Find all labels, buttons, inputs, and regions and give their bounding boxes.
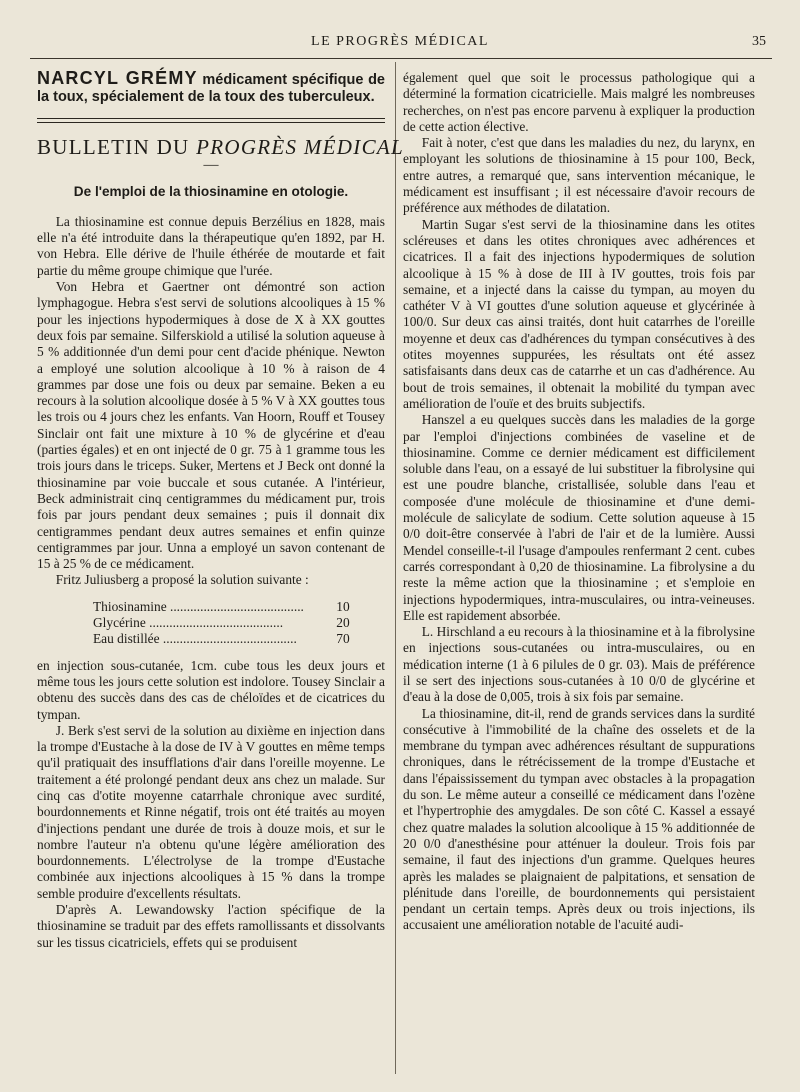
formula-table bbox=[93, 599, 363, 648]
bulletin-title-prefix: BULLETIN DU bbox=[37, 135, 190, 159]
running-head bbox=[0, 34, 800, 54]
paragraph: Martin Sugar s'est servi de la thiosinamine dans les otites scléreuses et dans les otites chroniques avec adhérences et cicatrices. Il a fait des injections hypodermiques de solution alcoolique à 15 % à dose de III à IV gouttes, trois fois par semaine, et a injecté dans la caisse du tympan, au moyen du cathéter V à VI gouttes d'une solution aqueuse et glycérinée à 100/0. Sur deux cas ainsi traités, dont huit catarrhes de l'oreille moyenne et deux cas d'adhérences du tympan consécutives à des otites moyennes suppurées, les résultats ont été assez satisfaisants dans deux cas de catarrhe et un cas d'adhérence. Au bout de trois semaines, il obtenait la mobilité du tympan avec amélioration de l'ouïe et des bruits subjectifs. bbox=[403, 216, 755, 411]
bulletin-title bbox=[37, 135, 404, 159]
left-column bbox=[37, 68, 404, 951]
paragraph: Von Hebra et Gaertner ont démontré son action lymphagogue. Hebra s'est servi de solutions alcooliques à 15 % pour les injections hypodermiques à dose de X à XX gouttes deux fois par semaine. Silferskiold a utilisé la solution aqueuse à 5 % additionnée d'un demi pour cent d'acide phénique. Newton a employé une solution alcoolique à 10 % à raison de 4 grammes par dose une fois ou deux par semaine. Beken a eu recours à la solution alcoolique dosée à 5 % V à XX gouttes tous les trois ou 4 jours chez les enfants. Van Hoorn, Rouff et Tousey Sinclair ont fait une mixture à 10 % de glycérine et d'eau (parties égales) et en ont injecté de 0 gr. 75 à 1 gramme tous les trois jours dans le triceps. Suker, Mertens et J Beck ont donné la thiosinamine par voie buccale et sous cutanée. A l'intérieur, Beck administrait cinq centigrammes du médicament pur, trois fois par jours pendant deux semaines ; puis il donnait dix centigrammes pendant deux autres semaines et enfin quinze centigrammes par jour. Unna a employé un savon contenant de 15 à 25 % de ce médicament. bbox=[37, 279, 385, 572]
formula-row bbox=[93, 615, 363, 631]
paragraph: Fritz Juliusberg a proposé la solution suivante : bbox=[55, 572, 309, 588]
paragraph: en injection sous-cutanée, 1cm. cube tous les deux jours et même tous les jours cette solution est indolore. Tousey Sinclair a obtenu des succès dans des cas de chéloïdes et de cicatrices du tympan. bbox=[37, 657, 385, 722]
column-divider bbox=[395, 62, 396, 1074]
paragraph: La thiosinamine est connue depuis Berzélius en 1828, mais elle n'a été introduite dans la thérapeutique qu'en 1892, par H. von Hebra. Elle dérive de l'huile éthérée de moutarde et fait partie du même groupe chimique que l'urée. bbox=[37, 213, 385, 278]
journal-title: LE PROGRÈS MÉDICAL bbox=[311, 34, 489, 49]
paragraph: D'après A. Lewandowsky l'action spécifique de la thiosinamine se traduit par des effets ramollissants et dissolvants sur les tissus cicatriciels, effets qui se produisent bbox=[37, 902, 385, 950]
paragraph: J. Berk s'est servi de la solution au dixième en injection dans la trompe d'Eustache à la dose de IV à V gouttes en même temps qu'il pratiquait des insufflations d'air dans l'oreille moyenne. Le traitement a été prolongé pendant deux ans chez un malade. Sur cinq cas d'otite moyenne catarrhale chronique avec surdité, bourdonnements et Rinne négatif, trois ont été traités au moyen d'injections pendant une durée de trois à douze mois, et sur le nombre l'auteur n'a obtenu qu'une légère amélioration des bourdonnements. L'électrolyse de la trompe d'Eustache combinée aux injections alcooliques à 15 % dans la trompe semble produire d'excellents résultats. bbox=[37, 722, 385, 901]
advertisement-text: médicament spécifique de la toux, spécialement de la toux des tuberculeux. bbox=[37, 72, 385, 105]
bulletin-title-italic: PROGRÈS MÉDICAL bbox=[196, 135, 404, 159]
paragraph: La thiosinamine, dit-il, rend de grands services dans la surdité consécutive à l'immobilité de la chaîne des osselets et de la membrane du tympan avec adhérences résultant de suppurations chroniques, dans le rétrécissement de la trompe d'Eustache et dans l'épaississement du tympan avec obstacles à la propagation du son. Le même auteur a conseillé ce médicament dans l'ozène et l'hypertrophie des amygdales. De son côté C. Kassel a essayé chez quatre malades la solution alcoolique à 15 % additionnée de 20 0/0 d'anesthésine pour atténuer la douleur. Trois fois par semaine, il faut des injections d'un gramme. Quelques heures après les malades se plaignaient de palpitations, et sensation de plénitude dans l'oreille, de bourdonnements qui persistaient pendant un certain temps. Après deux ou trois injections, ils accusaient une amélioration notable de l'acuité audi- bbox=[403, 705, 755, 933]
formula-quantity: 10 bbox=[336, 598, 350, 614]
article-title: De l'emploi de la thiosinamine en otologie. bbox=[73, 183, 349, 199]
formula-row bbox=[93, 631, 363, 647]
formula-row bbox=[93, 599, 363, 615]
section-rule bbox=[37, 118, 385, 123]
header-rule bbox=[30, 58, 772, 59]
right-column bbox=[403, 70, 755, 934]
formula-quantity: 20 bbox=[336, 615, 350, 631]
paragraph: également quel que soit le processus pathologique qui a déterminé la formation cicatricielle. Mais malgré les nombreuses recherches, on n'est pas encore parvenu à expliquer la production de cette action élective. bbox=[403, 70, 755, 134]
page-number: 35 bbox=[752, 34, 766, 49]
paragraph: Hanszel a eu quelques succès dans les maladies de la gorge par l'emploi d'injections combinées de vaseline et de thiosinamine. Comme ce dernier médicament est difficilement soluble dans l'eau, on a essayé de lui substituer la fibrolysine qui est une poudre blanche, cristallisée, soluble dans l'eau et composée d'une molécule de thiosinamine et d'une demi-molécule de salicylate de sodium. Cette solution aqueuse à 15 0/0 doit-être conservée à l'abri de l'air et de la lumière. Aussi Mendel conseille-t-il l'usage d'ampoules renfermant 2 cent. cubes carrés correspondant à 0,20 de thiosinamine. La fibrolysine a du reste la même action que la thiosinamine ; et s'emploie en injections hypodermiques, intra-musculaires, ou intra-veineuses. Elle est rapidement absorbée. bbox=[403, 412, 755, 623]
formula-quantity: 70 bbox=[336, 631, 350, 647]
formula-ingredient: Glycérine ........................................ bbox=[93, 615, 284, 631]
advertisement bbox=[37, 70, 385, 106]
title-dash: — bbox=[203, 157, 219, 174]
paragraph: L. Hirschland a eu recours à la thiosinamine et à la fibrolysine en injections sous-cutanées ou intra-musculaires, ou en médication interne (1 à 6 pilules de 0 gr. 03). Mais de préférence il se sert des injections sous-cutanées à 10 0/0 de glycérine et d'eau à la dose de 0,005, trois à six fois par semaine. bbox=[403, 624, 755, 705]
paragraph: Fait à noter, c'est que dans les maladies du nez, du larynx, en employant les solutions de thiosinamine à 15 pour 100, Beck, entre autres, a remarqué que, sans intervention mécanique, le médicament est insuffisant ; il est nécessaire d'avoir recours de préférence aux méthodes de dilatation. bbox=[403, 135, 755, 216]
advertisement-brand: NARCYL GRÉMY bbox=[37, 68, 198, 88]
formula-ingredient: Thiosinamine ........................................ bbox=[93, 598, 304, 614]
formula-ingredient: Eau distillée ........................................ bbox=[93, 631, 297, 647]
